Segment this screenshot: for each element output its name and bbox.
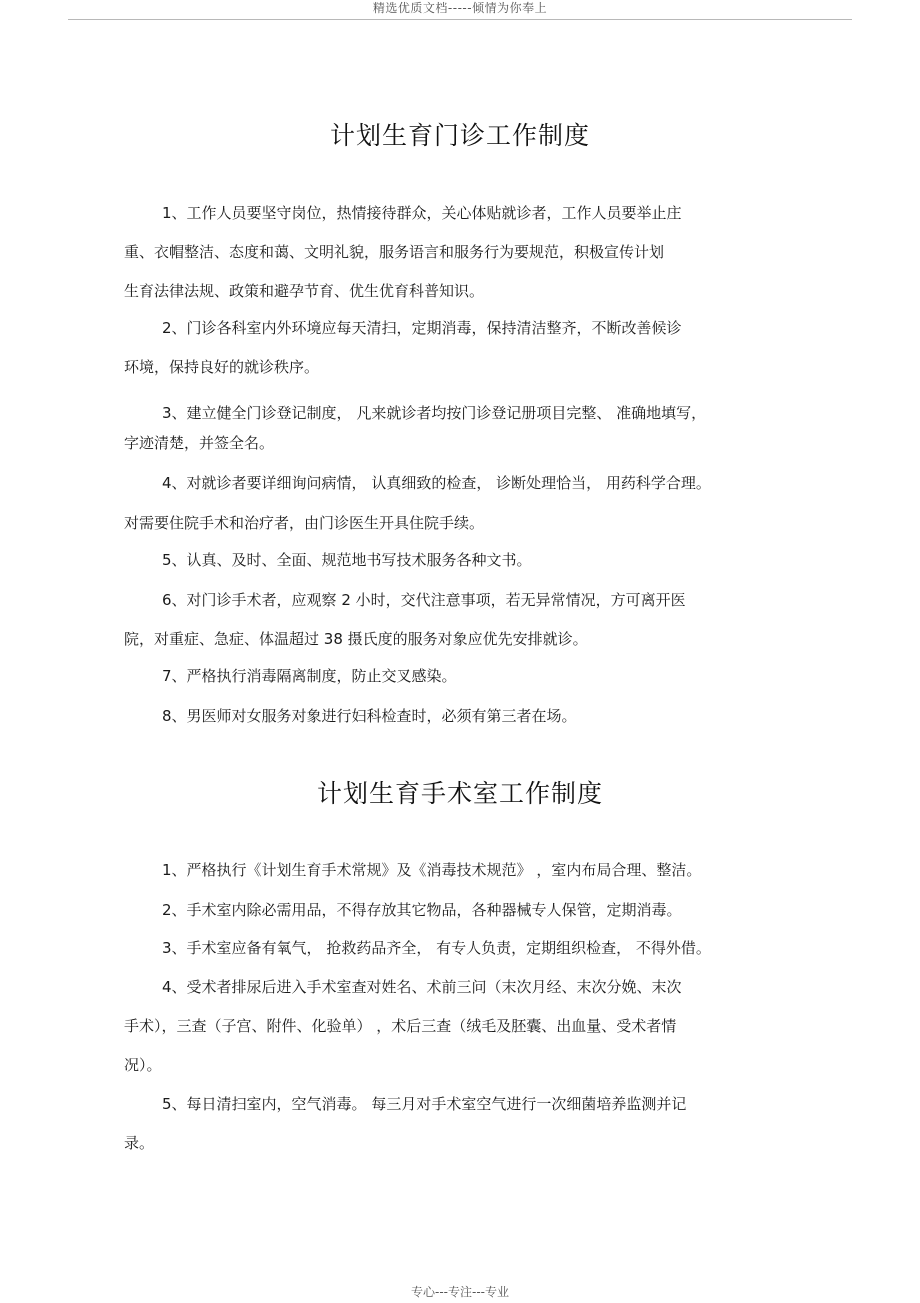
s2-item4-line3: 况）。: [124, 1056, 162, 1074]
s2-item5-line1: 5、每日清扫室内，空气消毒。 每三月对手术室空气进行一次细菌培养监测并记: [162, 1095, 687, 1113]
s2-item2-line1: 2、手术室内除必需用品，不得存放其它物品，各种器械专人保管，定期消毒。: [162, 901, 682, 919]
s2-item3-line1: 3、手术室应备有氧气， 抢救药品齐全， 有专人负责，定期组织检查， 不得外借。: [162, 939, 711, 957]
s1-item4-line1: 4、对就诊者要详细询问病情， 认真细致的检查， 诊断处理恰当， 用药科学合理。: [162, 474, 711, 492]
section1-title: 计划生育门诊工作制度: [329, 121, 590, 150]
s1-item7-line1: 7、严格执行消毒隔离制度，防止交叉感染。: [162, 667, 457, 685]
s1-item1-line3: 生育法律法规、政策和避孕节育、优生优育科普知识。: [124, 282, 485, 300]
s1-item8-line1: 8、男医师对女服务对象进行妇科检查时，必须有第三者在场。: [162, 707, 577, 725]
s1-item6-line1: 6、对门诊手术者，应观察 2 小时，交代注意事项，若无异常情况，方可离开医: [162, 591, 686, 609]
s2-item4-line2: 手术），三查（子宫、附件、化验单） ，术后三查（绒毛及胚囊、出血量、受术者情: [124, 1017, 677, 1035]
s1-item2-line1: 2、门诊各科室内外环境应每天清扫，定期消毒，保持清洁整齐，不断改善候诊: [162, 319, 682, 337]
s1-item2-line2: 环境，保持良好的就诊秩序。: [124, 358, 320, 376]
s1-item3-line2: 字迹清楚，并签全名。: [124, 434, 275, 452]
s1-item1-line2: 重、衣帽整洁、态度和蔼、文明礼貌，服务语言和服务行为要规范，积极宣传计划: [124, 243, 665, 261]
s1-item4-line2: 对需要住院手术和治疗者，由门诊医生开具住院手续。: [124, 514, 485, 532]
section2-title: 计划生育手术室工作制度: [316, 779, 603, 808]
page-header: 精选优质文档-----倾情为你奉上: [68, 0, 852, 20]
s1-item6-line2: 院，对重症、急症、体温超过 38 摄氏度的服务对象应优先安排就诊。: [124, 630, 588, 648]
s2-item5-line2: 录。: [124, 1134, 155, 1152]
page-footer: 专心---专注---专业: [411, 1285, 509, 1299]
s2-item1-line1: 1、严格执行《计划生育手术常规》及《消毒技术规范》 ，室内布局合理、整洁。: [162, 861, 702, 879]
s1-item5-line1: 5、认真、及时、全面、规范地书写技术服务各种文书。: [162, 551, 532, 569]
s1-item1-line1: 1、工作人员要坚守岗位，热情接待群众，关心体贴就诊者，工作人员要举止庄: [162, 204, 682, 222]
s1-item3-line1: 3、建立健全门诊登记制度， 凡来就诊者均按门诊登记册项目完整、 准确地填写，: [162, 404, 707, 422]
s2-item4-line1: 4、受术者排尿后进入手术室查对姓名、术前三问（末次月经、末次分娩、末次: [162, 978, 682, 996]
